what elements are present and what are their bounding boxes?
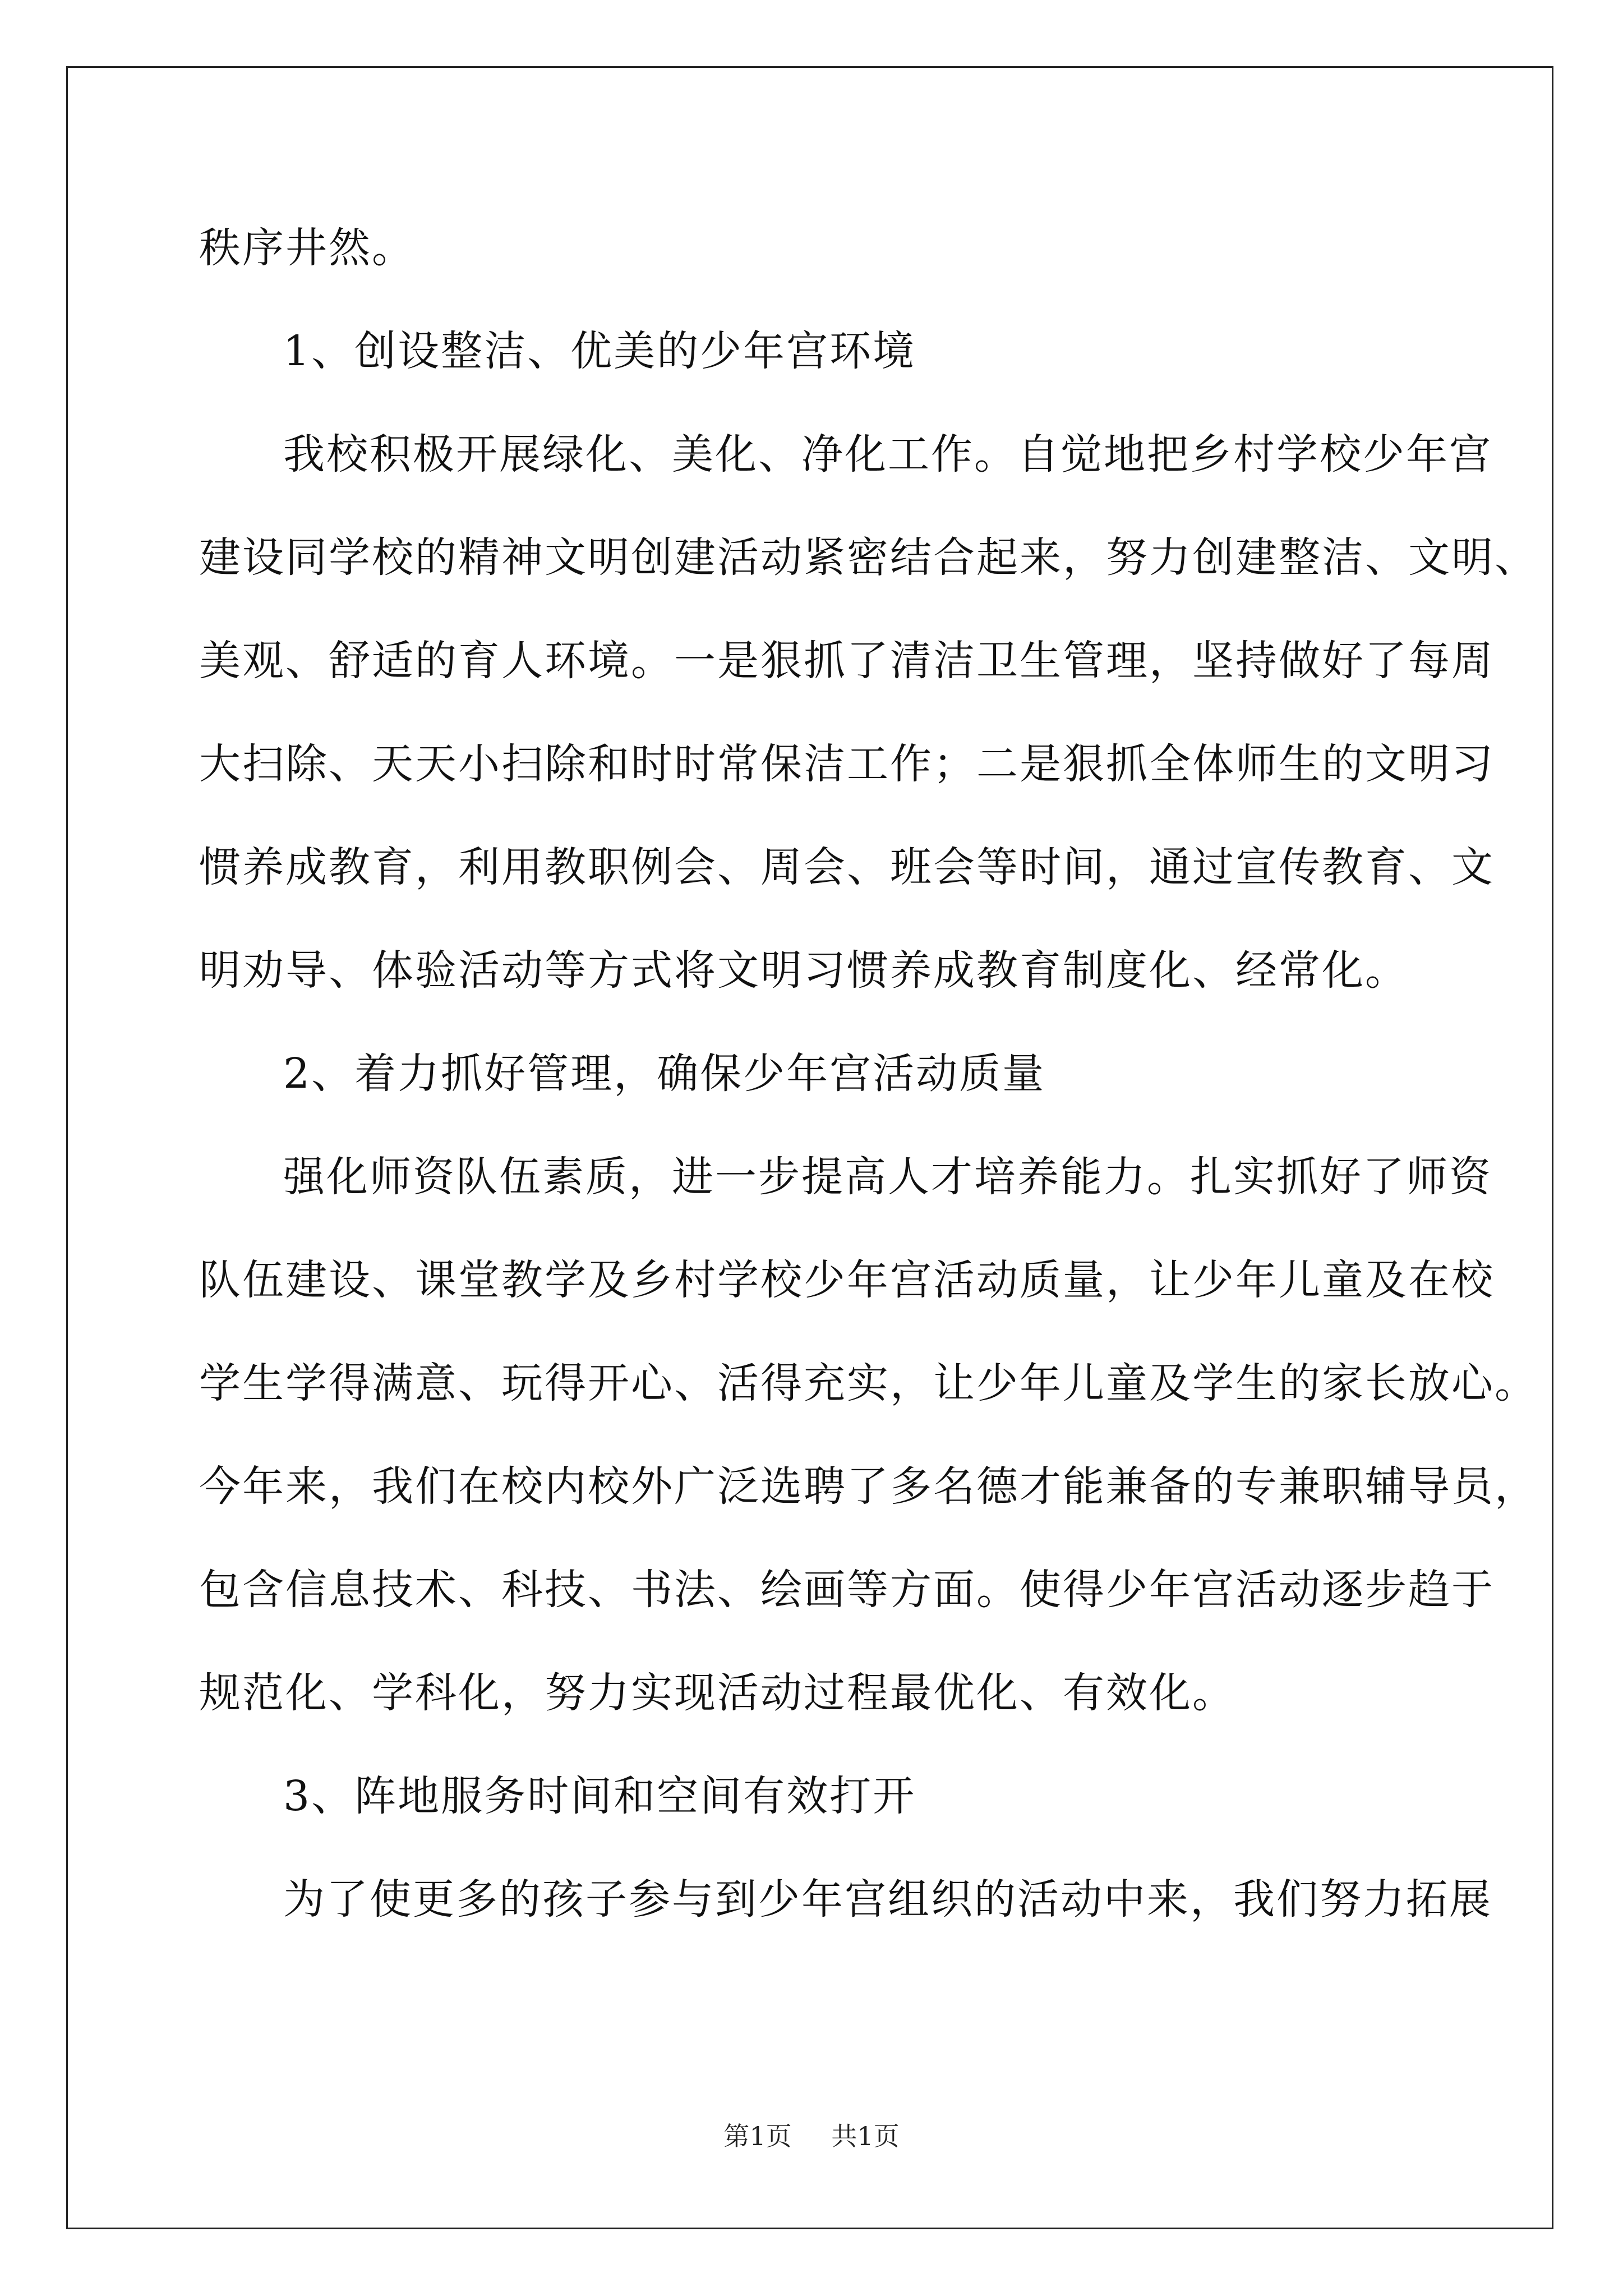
paragraph-line: 美观、舒适的育人环境。一是狠抓了清洁卫生管理，坚持做好了每周 (199, 637, 1495, 685)
section-heading: 1、创设整洁、优美的少年宫环境 (283, 327, 916, 375)
paragraph-line: 队伍建设、课堂教学及乡村学校少年宫活动质量，让少年儿童及在校 (199, 1256, 1495, 1304)
paragraph-line: 今年来，我们在校内校外广泛选聘了多名德才能兼备的专兼职辅导员， (199, 1462, 1538, 1511)
page-number-total: 共1页 (831, 2121, 900, 2151)
paragraph-line: 包含信息技术、科技、书法、绘画等方面。使得少年宫活动逐步趋于 (199, 1566, 1495, 1614)
paragraph-line: 惯养成教育，利用教职例会、周会、班会等时间，通过宣传教育、文 (199, 843, 1495, 891)
paragraph-line: 建设同学校的精神文明创建活动紧密结合起来，努力创建整洁、文明、 (199, 533, 1538, 582)
paragraph-line: 为了使更多的孩子参与到少年宫组织的活动中来，我们努力拓展 (283, 1875, 1492, 1924)
section-heading: 2、着力抓好管理，确保少年宫活动质量 (283, 1050, 1046, 1098)
paragraph-line: 强化师资队伍素质，进一步提高人才培养能力。扎实抓好了师资 (283, 1153, 1492, 1201)
text-line: 秩序井然。 (199, 224, 415, 272)
document-body (199, 196, 1538, 1951)
paragraph-line: 明劝导、体验活动等方式将文明习惯养成教育制度化、经常化。 (199, 946, 1408, 995)
paragraph-line: 规范化、学科化，努力实现活动过程最优化、有效化。 (199, 1669, 1235, 1717)
paragraph-line: 大扫除、天天小扫除和时时常保洁工作；二是狠抓全体师生的文明习 (199, 740, 1495, 788)
page-number-current: 第1页 (723, 2121, 792, 2151)
page-footer (0, 2119, 1623, 2153)
paragraph-line: 我校积极开展绿化、美化、净化工作。自觉地把乡村学校少年宫 (283, 430, 1492, 478)
paragraph-line: 学生学得满意、玩得开心、活得充实，让少年儿童及学生的家长放心。 (199, 1359, 1538, 1407)
section-heading: 3、阵地服务时间和空间有效打开 (283, 1772, 916, 1820)
